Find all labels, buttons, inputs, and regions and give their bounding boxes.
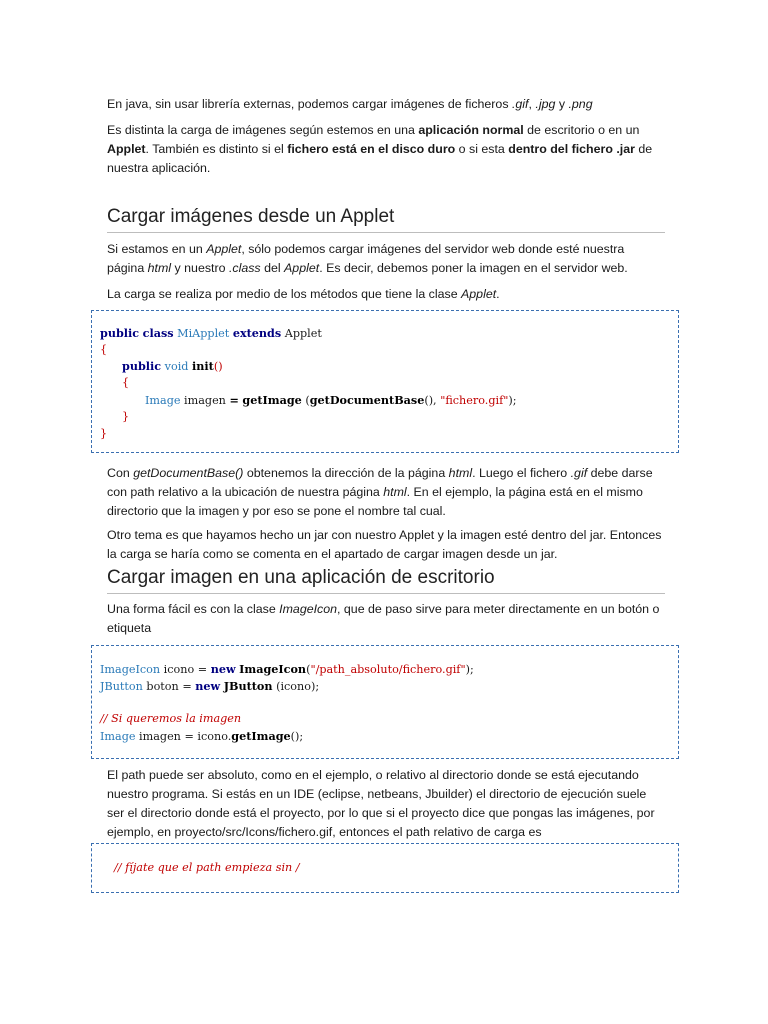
- intro-paragraph-2: Es distinta la carga de imágenes según estemos en una aplicación normal de escritorio o en un Applet. También es distinto si el fichero está en el disco duro o si esta dentro del fichero .jar de nuestra aplicación.: [107, 123, 653, 175]
- intro-paragraph-1: En java, sin usar librería externas, podemos cargar imágenes de ficheros .gif, .jpg y .png: [107, 97, 593, 111]
- code-line: {: [122, 376, 130, 389]
- code-line: }: [100, 427, 108, 440]
- code-line: public class MiApplet extends Applet: [100, 326, 322, 340]
- applet-paragraph-1: Si estamos en un Applet, sólo podemos cargar imágenes del servidor web donde esté nuestra página html y nuestro .class del Applet. Es decir, debemos poner la imagen en el servidor web.: [107, 242, 628, 275]
- code-comment: // Si queremos la imagen: [100, 712, 242, 725]
- code-line: ImageIcon icono = new ImageIcon("/path_absoluto/fichero.gif");: [100, 662, 474, 676]
- section-heading-applet: Cargar imágenes desde un Applet: [107, 205, 665, 233]
- applet-paragraph-2: La carga se realiza por medio de los métodos que tiene la clase Applet.: [107, 287, 500, 301]
- desktop-paragraph-2: El path puede ser absoluto, como en el ejemplo, o relativo al directorio donde se está ejecutando nuestro programa. Si estás en un IDE (eclipse, netbeans, Jbuilder) el directorio de ejecución suele ser el directorio donde está el proyecto, por lo que si el proyecto dice que pongas las imágenes, por ejemplo, en proyecto/src/Icons/fichero.gif, entonces el path relativo de carga es: [107, 768, 655, 839]
- applet-paragraph-3: Con getDocumentBase() obtenemos la dirección de la página html. Luego el fichero .gif debe darse con path relativo a la ubicación de nuestra página html. En el ejemplo, la página está en el mismo directorio que la imagen y por eso se pone el nombre tal cual.: [107, 466, 653, 518]
- applet-paragraph-4: Otro tema es que hayamos hecho un jar con nuestro Applet y la imagen esté dentro del jar. Entonces la carga se haría como se comenta en el apartado de cargar imagen desde un jar.: [107, 528, 662, 561]
- code-block-imageicon: [91, 645, 679, 759]
- code-line: JButton boton = new JButton (icono);: [100, 679, 320, 693]
- code-block-path-comment: [91, 843, 679, 893]
- code-line: Image imagen = icono.getImage();: [100, 729, 304, 743]
- code-comment: // fíjate que el path empieza sin /: [114, 861, 300, 874]
- code-line: }: [122, 410, 130, 423]
- desktop-paragraph-1: Una forma fácil es con la clase ImageIcon, que de paso sirve para meter directamente en un botón o etiqueta: [107, 602, 660, 635]
- code-line: public void init(): [122, 359, 223, 373]
- code-block-applet: [91, 310, 679, 453]
- code-line: {: [100, 343, 108, 356]
- section-heading-desktop: Cargar imagen en una aplicación de escritorio: [107, 566, 665, 594]
- code-line: Image imagen = getImage (getDocumentBase(), "fichero.gif");: [145, 393, 517, 407]
